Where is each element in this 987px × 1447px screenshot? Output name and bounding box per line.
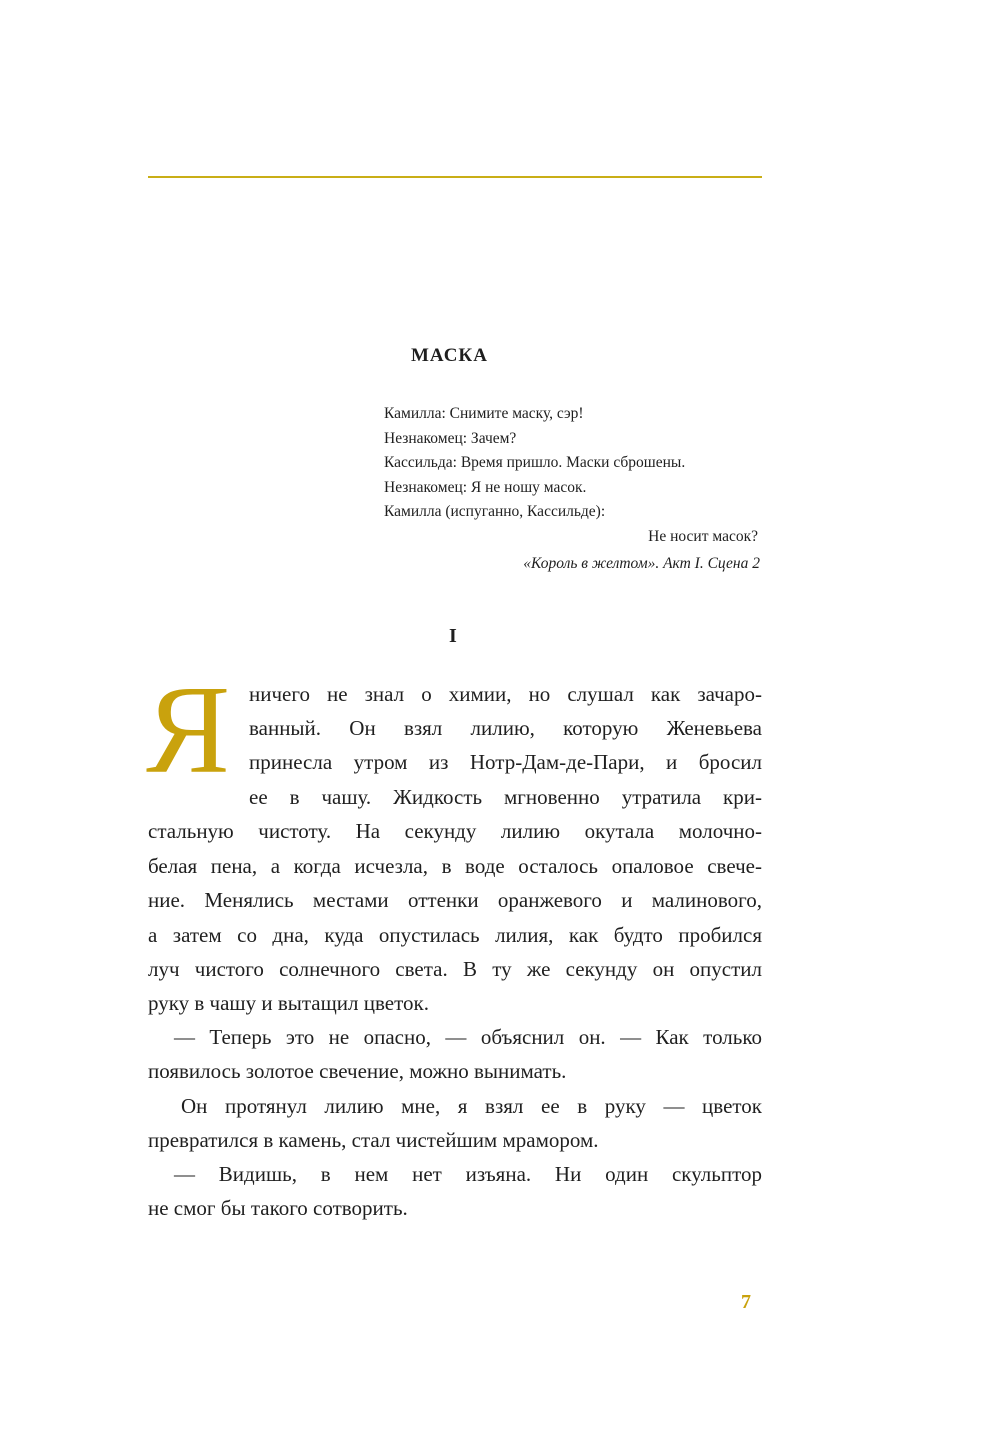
text-line: не смог бы такого сотворить. xyxy=(148,1196,408,1220)
text-line: принесла утром из Нотр-Дам-де-Пари, и бросил xyxy=(249,750,762,774)
epigraph-line: Камилла: Снимите маску, сэр! xyxy=(384,405,584,422)
epigraph-line-last: Не носит масок? xyxy=(648,527,758,545)
section-number: I xyxy=(449,625,457,647)
header-rule xyxy=(148,176,762,178)
epigraph-source: «Король в желтом». Акт I. Сцена 2 xyxy=(523,555,760,572)
drop-cap: Я xyxy=(146,661,231,800)
text-line: Он протянул лилию мне, я взял ее в руку — цветок xyxy=(181,1094,762,1118)
text-line: белая пена, а когда исчезла, в воде осталось опаловое свече- xyxy=(148,854,762,878)
epigraph xyxy=(384,402,760,549)
text-line: стальную чистоту. На секунду лилию окутала молочно- xyxy=(148,819,762,843)
epigraph-line: Камилла (испуганно, Кассильде): xyxy=(384,503,606,520)
page-number: 7 xyxy=(741,1291,751,1313)
text-line: — Видишь, в нем нет изъяна. Ни один скульптор xyxy=(174,1162,762,1186)
text-line: ничего не знал о химии, но слушал как зачаро- xyxy=(249,682,762,706)
epigraph-line: Незнакомец: Я не ношу масок. xyxy=(384,478,587,496)
text-line: ванный. Он взял лилию, которую Женевьева xyxy=(249,716,762,740)
text-line: — Теперь это не опасно, — объяснил он. — Как только xyxy=(174,1025,762,1049)
text-line: луч чистого солнечного света. В ту же секунду он опустил xyxy=(148,957,762,981)
text-line: ее в чашу. Жидкость мгновенно утратила кри- xyxy=(249,785,762,809)
text-line: а затем со дна, куда опустилась лилия, как будто пробился xyxy=(148,923,762,947)
text-line: появилось золотое свечение, можно вынимать. xyxy=(148,1059,567,1083)
epigraph-line: Незнакомец: Зачем? xyxy=(384,429,517,447)
text-line: руку в чашу и вытащил цветок. xyxy=(148,991,429,1015)
chapter-title: МАСКА xyxy=(411,345,488,366)
epigraph-line: Кассильда: Время пришло. Маски сброшены. xyxy=(384,454,686,471)
text-line: превратился в камень, стал чистейшим мрамором. xyxy=(148,1128,599,1152)
text-line: ние. Менялись местами оттенки оранжевого и малинового, xyxy=(148,888,762,912)
